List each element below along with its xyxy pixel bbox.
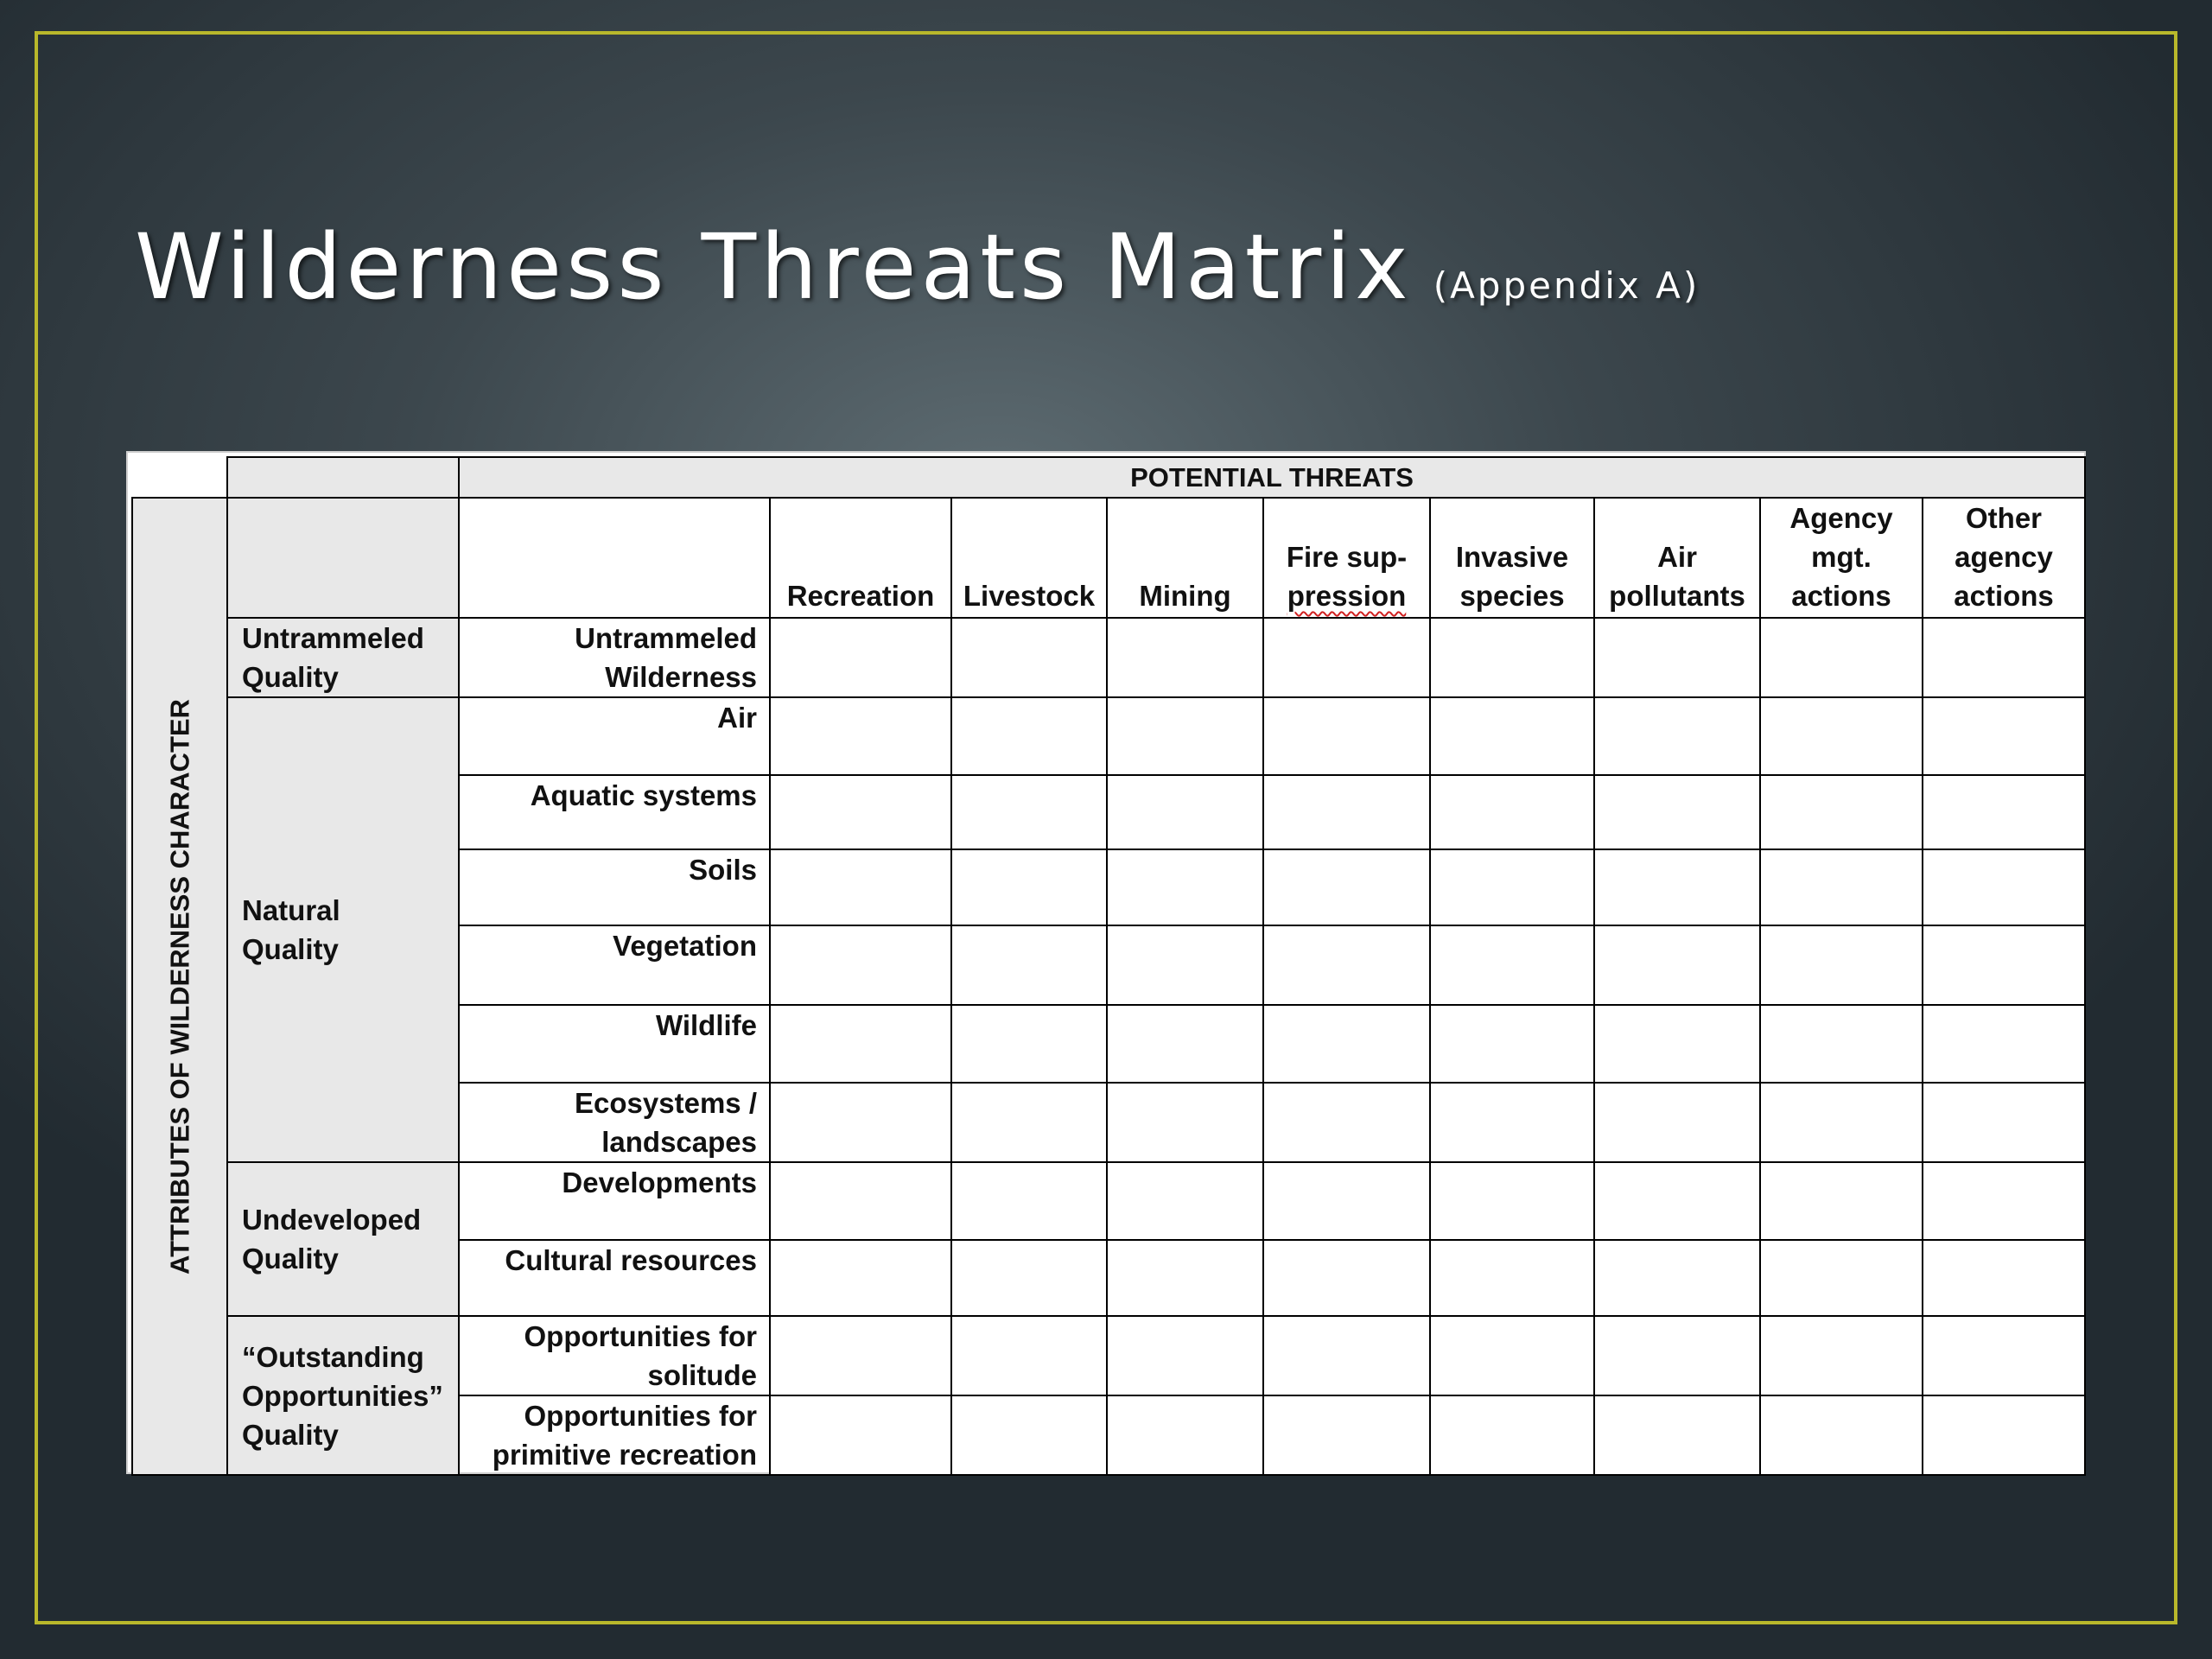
matrix-cell [1263,775,1430,849]
matrix-cell [1760,697,1923,775]
matrix-cell [1107,849,1263,925]
matrix-cell [1430,925,1594,1005]
attributes-sidebar [132,498,227,1475]
text-line: Mining [1139,580,1231,612]
threats-table [131,456,2086,1476]
matrix-cell [770,697,951,775]
matrix-cell [1107,1240,1263,1316]
matrix-cell [1107,925,1263,1005]
attribute-label [459,925,770,1005]
matrix-cell [1760,775,1923,849]
matrix-cell [951,775,1107,849]
attribute-label [459,849,770,925]
matrix-cell [770,1316,951,1395]
text-line: pollutants [1609,580,1745,612]
threats-matrix [126,451,2086,1474]
matrix-cell [1263,849,1430,925]
matrix-cell [1430,1005,1594,1083]
matrix-cell [1107,1316,1263,1395]
matrix-cell [951,618,1107,697]
header-group-blank [227,498,459,618]
matrix-cell [770,925,951,1005]
table-row [132,1316,2085,1395]
matrix-cell [1923,925,2085,1005]
matrix-cell [951,1240,1107,1316]
text-line: Agency [1789,502,1893,534]
matrix-cell [1263,697,1430,775]
attribute-label [459,1083,770,1162]
matrix-cell [1107,1005,1263,1083]
matrix-cell [951,1083,1107,1162]
text-line: Wilderness [605,661,757,693]
matrix-cell [1594,1316,1760,1395]
matrix-cell [1263,1162,1430,1240]
matrix-cell [1430,1083,1594,1162]
matrix-cell [951,1395,1107,1475]
matrix-cell [1594,775,1760,849]
text-line: species [1459,580,1565,612]
text-line: actions [1954,580,2054,612]
matrix-cell [1594,1005,1760,1083]
header-row-threats [132,457,2085,498]
matrix-cell [770,1395,951,1475]
matrix-cell [1107,618,1263,697]
attribute-label [459,697,770,775]
table-row [132,618,2085,697]
matrix-cell [1760,1316,1923,1395]
group-label [227,618,459,697]
text-line: mgt. [1811,541,1872,573]
matrix-cell [951,697,1107,775]
matrix-cell [1430,1316,1594,1395]
matrix-cell [1594,1162,1760,1240]
matrix-cell [1760,1083,1923,1162]
matrix-cell [951,1316,1107,1395]
column-header [770,498,951,618]
matrix-cell [1107,1395,1263,1475]
matrix-cell [1760,925,1923,1005]
header-row-columns [132,498,2085,618]
slide-title [135,214,1700,320]
matrix-cell [1760,1240,1923,1316]
matrix-cell [770,849,951,925]
text-line: Soils [689,854,757,886]
matrix-cell [1107,775,1263,849]
matrix-cell [1923,1395,2085,1475]
matrix-cell [1594,618,1760,697]
attribute-label [459,775,770,849]
text-line: solitude [647,1359,757,1391]
column-header [1594,498,1760,618]
text-line: Wildlife [655,1009,757,1041]
matrix-cell [1430,1395,1594,1475]
matrix-cell [1923,1316,2085,1395]
matrix-cell [770,618,951,697]
matrix-cell [770,1083,951,1162]
text-line: Invasive [1455,541,1569,573]
matrix-cell [770,1162,951,1240]
attribute-label [459,1005,770,1083]
matrix-cell [1760,1395,1923,1475]
attribute-label [459,618,770,697]
title-main: Wilderness Threats Matrix [135,214,1413,320]
text-line: Ecosystems / [575,1087,757,1119]
matrix-cell [1923,1162,2085,1240]
text-line: Quality [242,661,339,693]
column-header [1263,498,1430,618]
matrix-cell [1430,1162,1594,1240]
matrix-cell [1760,1162,1923,1240]
matrix-cell [1923,618,2085,697]
text-line: landscapes [601,1126,757,1158]
title-subtitle: (Appendix A) [1433,264,1700,307]
column-header [1107,498,1263,618]
matrix-cell [770,1005,951,1083]
text-line: Opportunities” [242,1379,443,1412]
header-attribute-blank [459,498,770,618]
text-line: Quality [242,1418,339,1451]
text-line: pression [1287,580,1407,612]
text-line: Natural [242,894,340,926]
matrix-cell [1760,1005,1923,1083]
group-label [227,1162,459,1316]
group-label [227,1316,459,1475]
matrix-cell [951,1005,1107,1083]
matrix-cell [1263,925,1430,1005]
text-line: Livestock [963,580,1096,612]
text-line: Cultural resources [505,1244,757,1276]
table-row [132,1162,2085,1240]
matrix-cell [1107,1162,1263,1240]
text-line: Untrammeled [575,622,757,654]
matrix-cell [1923,697,2085,775]
table-row [132,697,2085,775]
column-header [951,498,1107,618]
matrix-cell [1594,1240,1760,1316]
text-line: actions [1791,580,1891,612]
attributes-sidebar-label: ATTRIBUTES OF WILDERNESS CHARACTER [164,698,195,1274]
matrix-cell [1263,618,1430,697]
matrix-cell [1594,697,1760,775]
text-line: Fire sup- [1286,541,1408,573]
matrix-cell [1923,1005,2085,1083]
matrix-cell [1923,1083,2085,1162]
matrix-cell [1263,1240,1430,1316]
matrix-cell [1594,1395,1760,1475]
attribute-label [459,1316,770,1395]
text-line: Quality [242,1243,339,1274]
text-line: Air [717,702,757,734]
matrix-cell [951,925,1107,1005]
matrix-cell [1594,1083,1760,1162]
matrix-cell [1923,849,2085,925]
matrix-cell [1263,1316,1430,1395]
attribute-label [459,1162,770,1240]
text-line: Quality [242,933,339,965]
text-line: Air [1657,541,1697,573]
text-line: Aquatic systems [530,779,757,811]
attribute-label [459,1240,770,1316]
matrix-cell [1263,1395,1430,1475]
matrix-cell [1594,849,1760,925]
matrix-cell [1430,849,1594,925]
text-line: Undeveloped [242,1204,422,1236]
text-line: Vegetation [613,930,757,962]
matrix-cell [1760,618,1923,697]
matrix-cell [1430,1240,1594,1316]
matrix-cell [770,775,951,849]
matrix-cell [1263,1005,1430,1083]
column-header [1923,498,2085,618]
matrix-cell [951,849,1107,925]
matrix-cell [951,1162,1107,1240]
matrix-cell [1107,697,1263,775]
text-line: agency [1955,541,2053,573]
text-line: Opportunities for [524,1320,757,1352]
text-line: “Outstanding [242,1340,424,1373]
column-header [1760,498,1923,618]
matrix-cell [1107,1083,1263,1162]
text-line: primitive recreation [492,1439,757,1471]
matrix-cell [1263,1083,1430,1162]
matrix-cell [1430,618,1594,697]
matrix-cell [1923,1240,2085,1316]
text-line: Other [1966,502,2043,534]
matrix-cell [1430,697,1594,775]
text-line: Untrammeled [242,622,424,654]
matrix-cell [1923,775,2085,849]
matrix-cell [1430,775,1594,849]
matrix-cell [1594,925,1760,1005]
text-line: Opportunities for [524,1400,757,1432]
matrix-cell [1760,849,1923,925]
blank-corner [132,457,227,498]
group-label [227,697,459,1162]
column-header [1430,498,1594,618]
text-line: Recreation [786,580,935,612]
attribute-label [459,1395,770,1475]
corner-cell [227,457,459,498]
matrix-cell [770,1240,951,1316]
text-line: Developments [562,1166,757,1198]
potential-threats-header: POTENTIAL THREATS [459,457,2085,498]
